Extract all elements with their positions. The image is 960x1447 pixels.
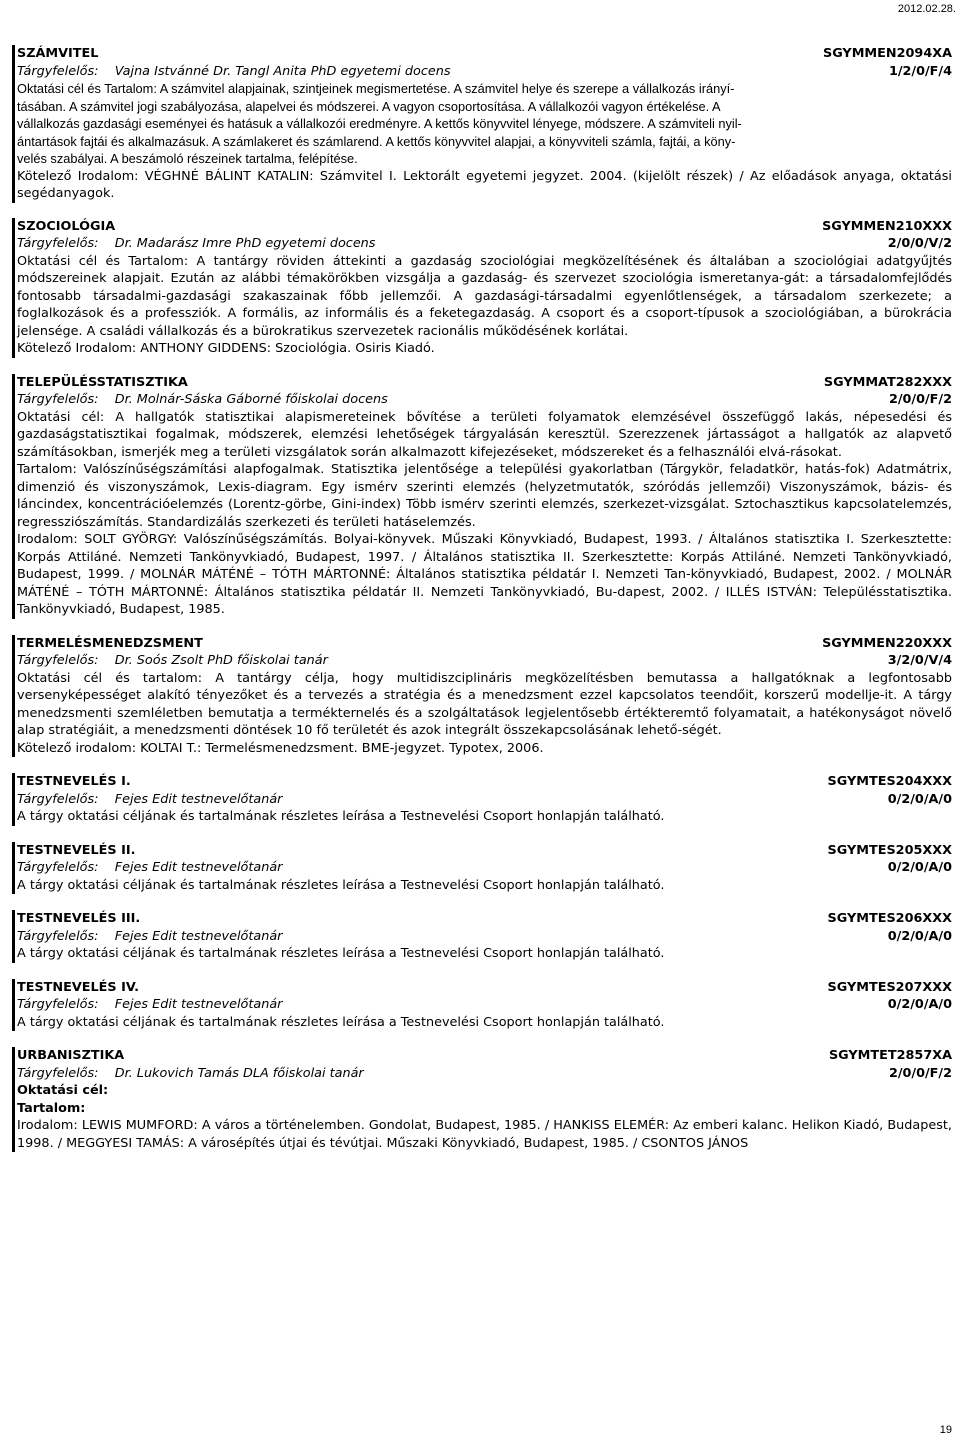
course-title: TERMELÉSMENEDZSMENT <box>17 635 203 651</box>
course-title: SZOCIOLÓGIA <box>17 218 116 234</box>
course-header <box>17 979 952 997</box>
course-code: SGYMTES207XXX <box>827 979 952 995</box>
course-title: TESTNEVELÉS IV. <box>17 979 139 995</box>
course-credits: 0/2/0/A/0 <box>887 860 952 875</box>
course-responsible-row <box>17 391 952 409</box>
course-responsible: Tárgyfelelős: Fejes Edit testnevelőtanár <box>17 791 283 807</box>
course-description: A tárgy oktatási céljának és tartalmának részletes leírása a Testnevelési Csoport honlapján található. <box>17 1014 665 1030</box>
course-description: A tárgy oktatási céljának és tartalmának részletes leírása a Testnevelési Csoport honlapján található. <box>17 946 665 961</box>
course-szociologia <box>12 218 952 358</box>
course-responsible: Tárgyfelelős: Fejes Edit testnevelőtanár <box>17 997 283 1012</box>
course-testneveles-3 <box>12 910 952 963</box>
course-credits: 0/2/0/A/0 <box>887 928 952 944</box>
course-header <box>17 374 952 392</box>
course-responsible: Tárgyfelelős: Dr. Soós Zsolt PhD főiskolai tanár <box>17 653 328 668</box>
course-testneveles-4 <box>12 979 952 1032</box>
course-code: SGYMMAT282XXX <box>823 374 952 390</box>
description-line: Oktatási cél és Tartalom: A számvitel alapjainak, szintjeinek megismertetése. A számvitel helye és szerepe a vállalkozás irányí- <box>17 81 735 96</box>
description-line: tásában. A számvitel jogi szabályozása, alapelvei és módszerei. A vagyon csoportosítása. A vállalkozói vagyon értékelése. A <box>17 98 721 114</box>
course-header <box>17 773 952 791</box>
course-header <box>17 635 952 653</box>
course-title: TESTNEVELÉS I. <box>17 774 131 789</box>
page-number: 19 <box>939 1424 952 1436</box>
course-credits: 0/2/0/A/0 <box>887 791 952 807</box>
course-code: SGYMMEN220XXX <box>822 635 952 651</box>
course-code: SGYMMEN2094XA <box>822 46 952 61</box>
course-description: A tárgy oktatási céljának és tartalmának részletes leírása a Testnevelési Csoport honlapján található. <box>17 877 665 893</box>
course-credits: 3/2/0/V/4 <box>887 653 952 668</box>
description-line: velés szabályai. A beszámoló részeinek tartalma, felépítése. <box>17 151 358 166</box>
course-responsible-row <box>17 652 952 670</box>
course-responsible-row <box>17 63 952 81</box>
course-urbanisztika <box>12 1047 952 1152</box>
course-responsible: Tárgyfelelős: Fejes Edit testnevelőtanár <box>17 860 283 875</box>
print-date: 2012.02.28. <box>897 3 956 15</box>
course-description <box>17 80 952 168</box>
course-header <box>17 842 952 860</box>
course-goal: Oktatási cél: <box>17 1083 109 1098</box>
course-description: Oktatási cél és Tartalom: A tantárgy röviden áttekinti a gazdaság szociológiai megközelítésének és általában a szociológiai adatgyűjtés módszereinek alapjait. Ezután az alábbi témakörökben vizsgálja a gazdaság- és szervezet szociológia ismeretanya-gát: a társadalomfejlődés fontosabb társadalmi-gazdasági szakaszainak főbb jellemzői. A gazdasági-társadalmi egyenlőtlenségek, a társadalom szerkezete; a foglalkozások és a professziók. A formális, az informális és a feketegazdaság. A csoport és a csoport-típusok a szociológiában, a bürokrácia jelensége. A családi vállalkozás és a bürokratikus szervezetek racionális működésének korlátai. <box>17 253 952 339</box>
course-responsible-row <box>17 235 952 253</box>
course-szamvitel <box>12 45 952 203</box>
course-code: SGYMMEN210XXX <box>822 218 952 234</box>
course-responsible: Tárgyfelelős: Dr. Lukovich Tamás DLA főiskolai tanár <box>17 1065 364 1081</box>
course-testneveles-2 <box>12 842 952 895</box>
course-responsible: Tárgyfelelős: Dr. Madarász Imre PhD egyetemi docens <box>17 236 376 251</box>
course-header <box>17 45 952 63</box>
course-code: SGYMTES205XXX <box>827 842 952 858</box>
course-responsible-row <box>17 791 952 809</box>
course-title: TESTNEVELÉS III. <box>17 911 141 926</box>
course-literature: Irodalom: LEWIS MUMFORD: A város a történelemben. Gondolat, Budapest, 1985. / HANKISS ELEMÉR: Az emberi kalanc. Helikon Kiadó, Budapest, 1998. / MEGGYESI TAMÁS: A városépítés útjai és tévútjai. Műszaki Könyvkiadó, Budapest, 1985. / CSONTOS JÁNOS <box>17 1118 952 1151</box>
course-literature: Kötelező Irodalom: VÉGHNÉ BÁLINT KATALIN: Számvitel I. Lektorált egyetemi jegyzet. 2004. (kijelölt részek) / Az előadások anyaga, oktatási segédanyagok. <box>17 168 952 201</box>
course-literature: Irodalom: SOLT GYÖRGY: Valószínűségszámítás. Bolyai-könyvek. Műszaki Könyvkiadó, Budapest, 1993. / Általános statisztika I. Szerkesztette: Korpás Attiláné. Nemzeti Tankönyvkiadó, Budapest, 1997. / Általános statisztika II. Szerkesztette: Korpás Attiláné. Nemzeti Tankönyvkiadó, Budapest, 1999. / MOLNÁR MÁTÉNÉ – TÓTH MÁRTONNÉ: Általános statisztika példatár I. Nemzeti Tan-könyvkiadó, Budapest, 2002. / MOLNÁR MÁTÉNÉ – TÓTH MÁRTONNÉ: Általános statisztika példatár II. Nemzeti Tankönyvkiadó, Bu-dapest, 2002. / ILLÉS ISTVÁN: Településstatisztika. Tankönyvkiadó, Budapest, 1985. <box>17 532 952 617</box>
course-credits: 1/2/0/F/4 <box>888 63 952 79</box>
course-description: Oktatási cél és tartalom: A tantárgy célja, hogy multidiszciplináris megközelítésben bemutassa a hallgatóknak a legfontosabb versenyképességet alakító tényezőket és a tervezés a stratégia és a menedzsment ezzel kapcsolatos teendőit, korszerű modellje-it. A tárgy menedzsmenti szemléletben bemutatja a termékternelés és a szolgáltatások legjelentősebb értékteremtő folyamatait, a hatékonyságot növelő alap stratégiáit, a menedzsmenti döntések 10 fő területét és azok integrált összekapcsolásának lehető-ségét. <box>17 670 952 738</box>
course-credits: 0/2/0/A/0 <box>887 997 952 1012</box>
description-line: vállalkozás gazdasági eseményei és hatásuk a vállalkozói eredményre. A kettős könyvvitel lényege, módszere. A számviteli nyil- <box>17 116 742 131</box>
course-code: SGYMTES206XXX <box>827 911 952 926</box>
course-termelesmenedzsment <box>12 635 952 758</box>
course-responsible-row <box>17 859 952 877</box>
course-responsible-row <box>17 1065 952 1083</box>
course-header <box>17 1047 952 1065</box>
course-title: TESTNEVELÉS II. <box>17 842 136 858</box>
course-credits: 2/0/0/F/2 <box>888 392 952 407</box>
course-header <box>17 218 952 236</box>
course-telepulesstatisztika <box>12 374 952 619</box>
course-title: URBANISZTIKA <box>17 1048 125 1063</box>
course-content: Tartalom: <box>17 1100 86 1116</box>
course-content: Tartalom: Valószínűségszámítási alapfogalmak. Statisztika jelentősége a települési gyakorlatban (Tárgykör, feladatkör, hatás-fok) Adatmátrix, dimenzió és viszonyszámok, Lexis-diagram. Egy ismérv szerinti elemzés (helyzetmutatók, szóródás jellemzői) Viszonyszámok, bázis- és láncindex, koncentrációelemzés (Lorentz-görbe, Gini-index) Több ismérv szerinti elemzés, szerkezet-vizsgálat. Sztochasztikus kapcsolatelemzés, regressziószámítás. Standardizálás szerkezeti és területi hatáselemzés. <box>17 462 952 530</box>
description-line: ántartások fajtái és alkalmazásuk. A számlakeret és számlarend. A kettős könyvvitel alapjai, a könyvviteli számla, fajtái, a köny- <box>17 133 736 149</box>
course-description: A tárgy oktatási céljának és tartalmának részletes leírása a Testnevelési Csoport honlapján található. <box>17 809 665 824</box>
course-header <box>17 910 952 928</box>
course-code: SGYMTES204XXX <box>827 774 952 789</box>
course-credits: 2/0/0/F/2 <box>888 1065 952 1081</box>
course-responsible: Tárgyfelelős: Dr. Molnár-Sáska Gáborné főiskolai docens <box>17 392 388 407</box>
course-responsible-row <box>17 928 952 946</box>
course-literature: Kötelező irodalom: KOLTAI T.: Termelésmenedzsment. BME-jegyzet. Typotex, 2006. <box>17 740 544 756</box>
course-goal: Oktatási cél: A hallgatók statisztikai alapismereteinek bővítése a területi folyamatok elemzésével összefüggő lakás, népesedési és gazdaságstatisztikai fogalmak, módszerek, elemzési lehetőségek tárgyalásán keresztül. Szerezzenek jártasságot a hallgatók az alapvető számításokban, ismerjék meg a területi vizsgálatok során alkalmazott kifejezéseket, módszereket és a felhasználói elvá-rásokat. <box>17 409 952 460</box>
course-responsible-row <box>17 996 952 1014</box>
course-credits: 2/0/0/V/2 <box>887 236 952 251</box>
course-title: TELEPÜLÉSSTATISZTIKA <box>17 374 188 390</box>
course-literature: Kötelező Irodalom: ANTHONY GIDDENS: Szociológia. Osiris Kiadó. <box>17 341 435 356</box>
course-code: SGYMTET2857XA <box>828 1048 952 1063</box>
course-list <box>12 45 952 1168</box>
course-title: SZÁMVITEL <box>17 46 99 61</box>
course-responsible: Tárgyfelelős: Fejes Edit testnevelőtanár <box>17 928 283 944</box>
course-testneveles-1 <box>12 773 952 826</box>
course-responsible: Tárgyfelelős: Vajna Istvánné Dr. Tangl Anita PhD egyetemi docens <box>17 63 451 79</box>
